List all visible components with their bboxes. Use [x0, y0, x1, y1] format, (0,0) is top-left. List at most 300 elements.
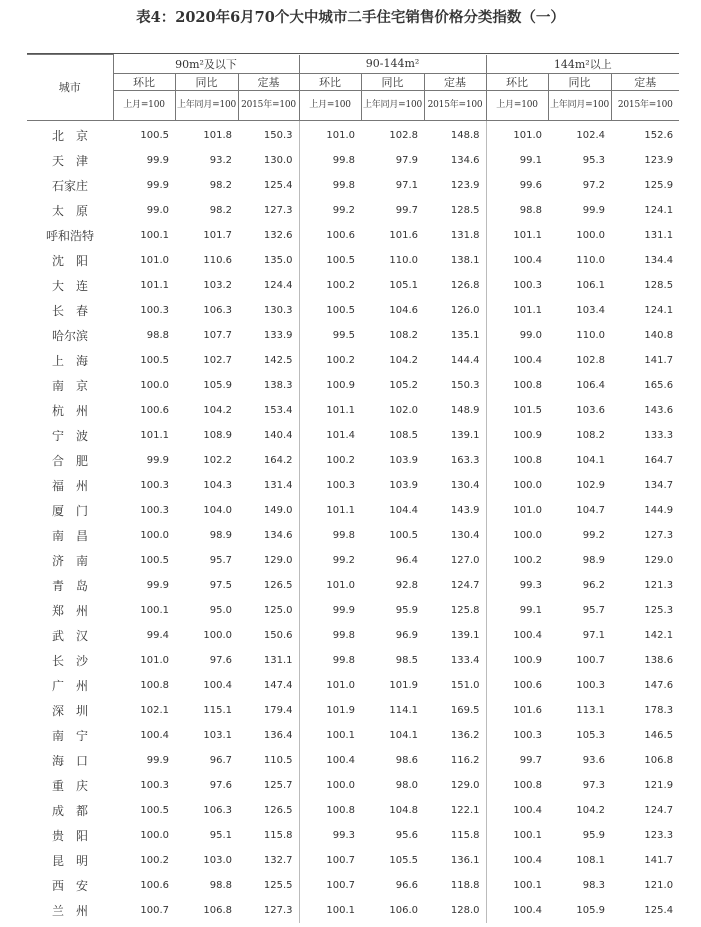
index-value: 101.6: [513, 704, 543, 716]
index-value: 131.1: [644, 229, 674, 241]
index-value: 104.0: [203, 504, 232, 516]
index-value: 106.1: [576, 279, 606, 291]
index-value: 103.2: [203, 279, 232, 291]
index-value: 101.4: [326, 429, 356, 441]
index-value: 100.1: [513, 879, 543, 891]
index-value: 99.1: [519, 604, 543, 616]
index-value: 178.3: [644, 704, 674, 716]
index-value: 150.6: [238, 623, 299, 648]
index-value: 100.4: [326, 754, 356, 766]
index-value: 100.1: [326, 729, 356, 741]
index-value: 100.7: [140, 904, 169, 916]
group-header-large: 144m²以上: [486, 55, 679, 74]
table-row: [27, 323, 679, 348]
index-value: 99.7: [395, 204, 419, 216]
city-name: 海 口: [51, 753, 88, 768]
table-row: [27, 248, 679, 273]
table-row: [27, 573, 679, 598]
sub-header-base: 定基: [238, 73, 299, 90]
index-value: 164.2: [238, 448, 299, 473]
index-value: 99.2: [332, 204, 356, 216]
table-body: [27, 120, 679, 923]
index-value: 123.9: [424, 173, 486, 198]
index-value: 101.0: [326, 679, 356, 691]
index-value: 100.5: [326, 254, 356, 266]
index-value: 100.7: [576, 654, 606, 666]
index-value: 97.3: [582, 779, 606, 791]
index-value: 102.1: [140, 704, 169, 716]
index-value: 102.0: [389, 404, 419, 416]
index-value: 150.3: [424, 373, 486, 398]
index-value: 99.1: [519, 154, 543, 166]
index-value: 108.2: [389, 329, 419, 341]
table-title: 表4：2020年6月70个大中城市二手住宅销售价格分类指数（一）: [136, 9, 565, 26]
index-value: 100.1: [513, 829, 543, 841]
index-value: 100.8: [140, 679, 169, 691]
sub-header-mom: 环比: [299, 73, 361, 90]
index-value: 179.4: [238, 698, 299, 723]
index-value: 95.3: [582, 154, 606, 166]
index-value: 98.8: [209, 879, 232, 891]
index-value: 98.6: [395, 754, 419, 766]
index-value: 110.5: [238, 748, 299, 773]
index-value: 97.1: [395, 179, 419, 191]
index-value: 99.6: [519, 179, 543, 191]
index-value: 101.0: [513, 504, 543, 516]
base-header-mom: 上月=100: [486, 90, 548, 120]
table-header: [27, 55, 679, 121]
index-value: 133.4: [424, 648, 486, 673]
table-row: [27, 348, 679, 373]
sub-header-base: 定基: [611, 73, 679, 90]
index-value: 100.7: [326, 854, 356, 866]
index-value: 129.0: [644, 554, 674, 566]
table-row: [27, 298, 679, 323]
index-value: 104.4: [389, 504, 419, 516]
table-row: [27, 148, 679, 173]
index-value: 99.8: [332, 629, 356, 641]
table-row: [27, 548, 679, 573]
index-value: 142.1: [644, 629, 674, 641]
index-value: 121.0: [644, 879, 674, 891]
index-value: 103.9: [389, 479, 419, 491]
city-name: 广 州: [51, 678, 88, 693]
index-value: 105.5: [389, 854, 419, 866]
city-name: 厦 门: [51, 503, 88, 518]
index-value: 153.4: [238, 398, 299, 423]
index-value: 108.5: [389, 429, 419, 441]
index-value: 131.8: [424, 223, 486, 248]
index-value: 100.0: [326, 779, 356, 791]
index-value: 125.4: [644, 904, 674, 916]
index-value: 99.9: [332, 604, 356, 616]
index-value: 128.5: [424, 198, 486, 223]
table-row: [27, 448, 679, 473]
index-value: 110.0: [576, 329, 606, 341]
index-value: 100.0: [513, 529, 543, 541]
city-name: 天 津: [51, 153, 88, 168]
index-value: 125.0: [238, 598, 299, 623]
index-value: 124.4: [238, 273, 299, 298]
index-value: 99.0: [519, 329, 543, 341]
table-row: [27, 598, 679, 623]
index-value: 96.7: [209, 754, 232, 766]
city-name: 长 春: [51, 303, 88, 318]
index-value: 98.3: [582, 879, 606, 891]
index-value: 101.6: [389, 229, 419, 241]
index-value: 143.9: [424, 498, 486, 523]
index-value: 132.7: [238, 848, 299, 873]
index-value: 127.3: [238, 898, 299, 923]
index-value: 100.4: [203, 679, 232, 691]
index-value: 100.3: [140, 504, 169, 516]
index-value: 108.2: [576, 429, 606, 441]
index-value: 108.9: [203, 429, 232, 441]
index-value: 100.4: [140, 729, 169, 741]
index-value: 100.9: [326, 379, 356, 391]
sub-header-yoy: 同比: [548, 73, 611, 90]
index-value: 151.0: [424, 673, 486, 698]
index-value: 138.6: [644, 654, 674, 666]
index-value: 100.5: [389, 529, 419, 541]
table-row: [27, 898, 679, 923]
index-value: 100.5: [140, 354, 169, 366]
table-row: [27, 423, 679, 448]
index-value: 148.9: [424, 398, 486, 423]
index-value: 148.8: [424, 120, 486, 148]
table-row: [27, 648, 679, 673]
index-value: 140.4: [238, 423, 299, 448]
city-name: 呼和浩特: [45, 228, 94, 243]
city-name: 太 原: [51, 203, 88, 218]
index-value: 100.3: [140, 479, 169, 491]
index-value: 135.1: [424, 323, 486, 348]
index-value: 99.9: [146, 179, 169, 191]
index-value: 104.1: [389, 729, 419, 741]
index-value: 97.9: [395, 154, 419, 166]
table-row: [27, 198, 679, 223]
index-value: 100.4: [513, 854, 543, 866]
city-name: 昆 明: [51, 853, 88, 868]
index-value: 95.6: [395, 829, 419, 841]
index-value: 129.0: [424, 773, 486, 798]
index-value: 100.2: [513, 554, 543, 566]
index-value: 125.4: [238, 173, 299, 198]
index-value: 101.1: [326, 404, 356, 416]
index-value: 103.0: [203, 854, 232, 866]
index-value: 100.4: [513, 804, 543, 816]
index-value: 100.5: [326, 304, 356, 316]
index-value: 101.9: [389, 679, 419, 691]
index-value: 100.2: [326, 454, 356, 466]
city-name: 哈尔滨: [51, 328, 88, 343]
index-value: 124.7: [644, 804, 674, 816]
index-value: 101.7: [203, 229, 232, 241]
index-value: 99.9: [582, 204, 606, 216]
sub-header-yoy: 同比: [361, 73, 424, 90]
index-value: 100.1: [140, 604, 169, 616]
index-value: 102.2: [203, 454, 232, 466]
index-value: 101.0: [326, 129, 356, 141]
index-value: 125.7: [238, 773, 299, 798]
index-value: 115.8: [424, 823, 486, 848]
index-value: 100.2: [326, 354, 356, 366]
index-value: 121.3: [644, 579, 674, 591]
index-value: 100.3: [140, 304, 169, 316]
index-value: 101.0: [140, 254, 169, 266]
index-value: 134.7: [644, 479, 674, 491]
base-header-yoy: 上年同月=100: [361, 90, 424, 120]
index-value: 100.3: [140, 779, 169, 791]
city-name: 西 安: [51, 878, 88, 893]
index-value: 144.4: [424, 348, 486, 373]
index-value: 98.8: [146, 329, 169, 341]
index-value: 118.8: [424, 873, 486, 898]
index-value: 98.9: [582, 554, 606, 566]
index-value: 139.1: [424, 423, 486, 448]
index-value: 99.4: [146, 629, 169, 641]
index-value: 101.0: [140, 654, 169, 666]
index-value: 110.0: [389, 254, 419, 266]
index-value: 134.6: [424, 148, 486, 173]
index-value: 101.1: [326, 504, 356, 516]
index-value: 98.2: [209, 204, 232, 216]
index-value: 144.9: [644, 504, 674, 516]
index-value: 103.6: [576, 404, 606, 416]
index-value: 100.2: [326, 279, 356, 291]
index-value: 129.0: [238, 548, 299, 573]
index-value: 149.0: [238, 498, 299, 523]
index-value: 134.4: [644, 254, 674, 266]
table-row: [27, 223, 679, 248]
city-name: 长 沙: [51, 653, 88, 668]
city-column-header: 城市: [27, 55, 113, 121]
index-value: 103.4: [576, 304, 606, 316]
city-name: 郑 州: [51, 603, 88, 618]
index-value: 133.3: [644, 429, 674, 441]
index-value: 104.3: [203, 479, 232, 491]
table-row: [27, 120, 679, 148]
index-value: 147.6: [644, 679, 674, 691]
index-value: 127.0: [424, 548, 486, 573]
city-name: 贵 阳: [51, 828, 88, 843]
sub-header-base: 定基: [424, 73, 486, 90]
index-value: 115.8: [238, 823, 299, 848]
index-value: 138.3: [238, 373, 299, 398]
index-value: 96.9: [395, 629, 419, 641]
index-value: 100.0: [576, 229, 606, 241]
table-row: [27, 273, 679, 298]
index-value: 140.8: [644, 329, 674, 341]
index-value: 99.7: [519, 754, 543, 766]
table-row: [27, 823, 679, 848]
sub-header-yoy: 同比: [175, 73, 238, 90]
table-row: [27, 848, 679, 873]
index-value: 126.8: [424, 273, 486, 298]
city-name: 兰 州: [51, 903, 88, 918]
index-value: 100.5: [140, 129, 169, 141]
table-row: [27, 373, 679, 398]
index-value: 99.8: [332, 179, 356, 191]
base-header-mom: 上月=100: [299, 90, 361, 120]
index-value: 136.1: [424, 848, 486, 873]
index-value: 100.4: [513, 904, 543, 916]
table-row: [27, 873, 679, 898]
index-value: 99.3: [332, 829, 356, 841]
city-name: 北 京: [51, 128, 88, 143]
index-value: 127.3: [644, 529, 674, 541]
index-value: 101.8: [203, 129, 232, 141]
city-name: 成 都: [51, 803, 88, 818]
index-value: 105.9: [203, 379, 232, 391]
index-value: 128.5: [644, 279, 674, 291]
city-name: 南 宁: [51, 728, 88, 743]
index-value: 102.9: [576, 479, 606, 491]
city-name: 济 南: [51, 553, 88, 568]
city-name: 武 汉: [51, 628, 88, 643]
index-value: 96.6: [395, 879, 419, 891]
index-value: 123.3: [644, 829, 674, 841]
index-value: 92.8: [395, 579, 419, 591]
index-value: 100.6: [326, 229, 356, 241]
base-header-base: 2015年=100: [611, 90, 679, 120]
base-header-row: [27, 90, 679, 120]
index-value: 100.3: [513, 279, 543, 291]
index-value: 152.6: [644, 129, 674, 141]
index-value: 101.1: [140, 429, 169, 441]
index-value: 103.1: [203, 729, 232, 741]
city-name: 福 州: [51, 478, 88, 493]
index-value: 110.6: [203, 254, 232, 266]
index-value: 102.7: [203, 354, 232, 366]
index-value: 104.2: [203, 404, 232, 416]
index-value: 136.4: [238, 723, 299, 748]
index-value: 99.8: [332, 154, 356, 166]
index-value: 100.7: [326, 879, 356, 891]
index-value: 125.9: [644, 179, 674, 191]
index-value: 143.6: [644, 404, 674, 416]
city-name: 重 庆: [51, 778, 88, 793]
index-value: 131.4: [238, 473, 299, 498]
index-value: 97.6: [209, 779, 232, 791]
index-value: 100.3: [513, 729, 543, 741]
city-name: 深 圳: [51, 703, 88, 718]
index-value: 99.0: [146, 204, 169, 216]
table-row: [27, 523, 679, 548]
index-value: 135.0: [238, 248, 299, 273]
index-value: 124.1: [644, 204, 674, 216]
table-row: [27, 173, 679, 198]
table-row: [27, 748, 679, 773]
index-value: 141.7: [644, 354, 674, 366]
index-value: 121.9: [644, 779, 674, 791]
index-value: 100.1: [140, 229, 169, 241]
group-header-small: 90m²及以下: [113, 55, 299, 74]
base-header-base: 2015年=100: [238, 90, 299, 120]
index-value: 105.9: [576, 904, 606, 916]
index-value: 115.1: [203, 704, 232, 716]
city-name: 南 昌: [51, 528, 88, 543]
table-row: [27, 798, 679, 823]
index-value: 101.1: [140, 279, 169, 291]
index-value: 106.8: [203, 904, 232, 916]
index-value: 165.6: [644, 379, 674, 391]
index-value: 99.9: [146, 579, 169, 591]
index-value: 100.8: [513, 454, 543, 466]
index-value: 104.7: [576, 504, 606, 516]
index-value: 100.0: [140, 379, 169, 391]
index-value: 99.9: [146, 454, 169, 466]
index-value: 126.5: [238, 798, 299, 823]
index-value: 98.5: [395, 654, 419, 666]
index-value: 126.0: [424, 298, 486, 323]
index-value: 108.1: [576, 854, 606, 866]
index-value: 100.0: [513, 479, 543, 491]
index-value: 99.9: [146, 754, 169, 766]
index-value: 105.2: [389, 379, 419, 391]
index-value: 100.9: [513, 654, 543, 666]
index-value: 99.2: [582, 529, 606, 541]
index-value: 98.2: [209, 179, 232, 191]
table-row: [27, 398, 679, 423]
index-value: 100.5: [140, 554, 169, 566]
group-header-medium: 90-144m²: [299, 55, 486, 74]
index-value: 106.8: [644, 754, 674, 766]
index-value: 100.0: [140, 529, 169, 541]
index-value: 100.4: [513, 629, 543, 641]
index-value: 98.8: [519, 204, 543, 216]
index-value: 100.1: [326, 904, 356, 916]
index-value: 130.0: [238, 148, 299, 173]
index-value: 104.2: [576, 804, 606, 816]
index-value: 113.1: [576, 704, 606, 716]
index-value: 141.7: [644, 854, 674, 866]
index-value: 102.4: [576, 129, 606, 141]
index-value: 105.3: [576, 729, 606, 741]
index-value: 133.9: [238, 323, 299, 348]
index-value: 106.4: [576, 379, 606, 391]
city-name: 合 肥: [51, 453, 88, 468]
index-value: 97.1: [582, 629, 606, 641]
index-value: 100.8: [326, 804, 356, 816]
index-value: 130.3: [238, 298, 299, 323]
index-value: 101.0: [326, 579, 356, 591]
index-value: 105.1: [389, 279, 419, 291]
index-value: 100.3: [326, 479, 356, 491]
index-value: 169.5: [424, 698, 486, 723]
index-value: 164.7: [644, 454, 674, 466]
sub-header-mom: 环比: [486, 73, 548, 90]
index-value: 130.4: [424, 523, 486, 548]
city-name: 杭 州: [51, 403, 88, 418]
index-value: 134.6: [238, 523, 299, 548]
index-value: 104.2: [389, 354, 419, 366]
city-name: 南 京: [51, 378, 88, 393]
index-value: 97.5: [209, 579, 232, 591]
index-value: 99.5: [332, 329, 356, 341]
price-index-table: [27, 53, 679, 923]
city-name: 大 连: [51, 278, 88, 293]
index-value: 100.6: [140, 404, 169, 416]
index-value: 106.3: [203, 304, 232, 316]
base-header-yoy: 上年同月=100: [175, 90, 238, 120]
index-value: 124.7: [424, 573, 486, 598]
city-name: 石家庄: [51, 178, 88, 193]
index-value: 96.4: [395, 554, 419, 566]
index-value: 139.1: [424, 623, 486, 648]
index-value: 101.9: [326, 704, 356, 716]
index-value: 99.2: [332, 554, 356, 566]
